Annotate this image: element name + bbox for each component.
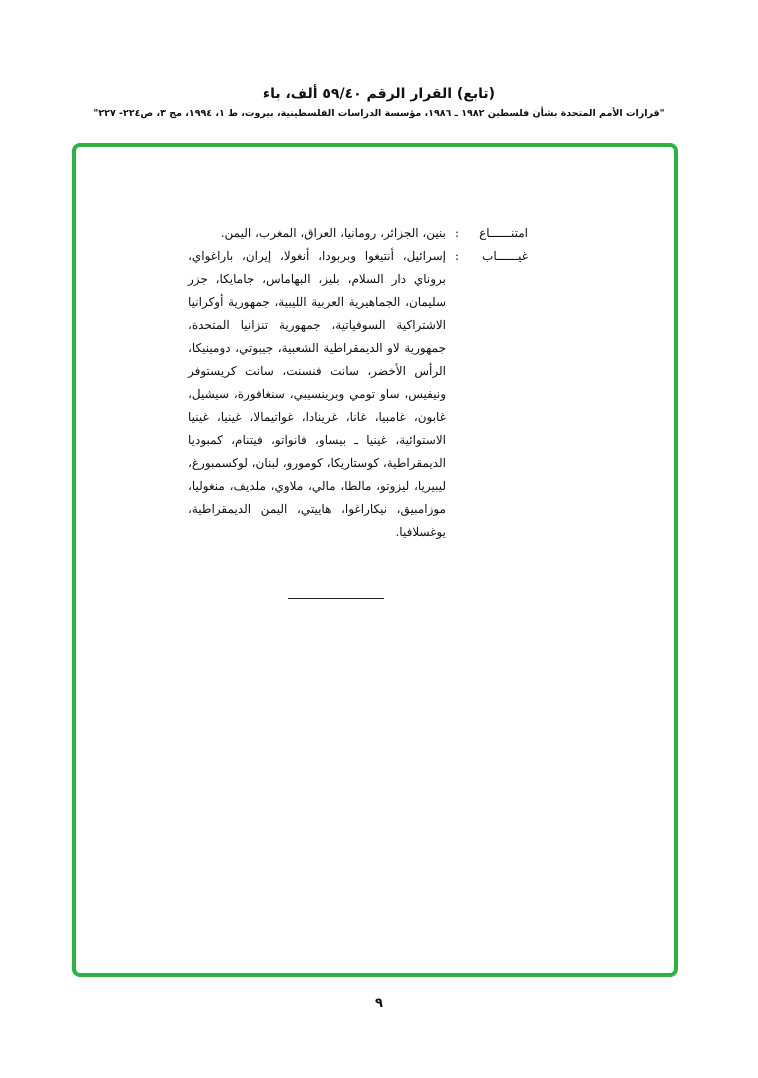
abstain-colon: :: [454, 226, 460, 240]
absent-colon: :: [454, 249, 460, 263]
abstain-row: [188, 222, 528, 245]
page-number: ٩: [375, 996, 383, 1011]
source-citation: "قرارات الأمم المتحدة بشأن فلسطين ١٩٨٢ ـ ١٩٨٦، مؤسسة الدراسات الفلسطينية، بيروت، ط ١، ١٩٩٤، مج ٣، ص٢٢٤- ٢٢٧": [93, 108, 665, 119]
end-rule: [288, 598, 384, 599]
vote-results: [188, 222, 528, 544]
page-title: (تابع) القرار الرقم ٥٩/٤٠ ألف، باء: [262, 86, 496, 102]
absent-label: غيــــــاب: [482, 249, 528, 263]
absent-countries: إسرائيل، أنتيغوا وبربودا، أنغولا، إيران، باراغواي، بروناي دار السلام، بليز، البهاماس، جامايكا، جزر سليمان، الجماهيرية العربية الليبية، جمهورية أوكرانيا الاشتراكية السوفياتية، جمهورية تنزانيا المتحدة، جمهورية لاو الديمقراطية الشعبية، جيبوتي، دومينيكا، الرأس الأخضر، سانت فنسنت، سانت كريستوفر ونيفيس، ساو تومي وبرينسيبي، سنغافورة، سيشيل، غابون، غامبيا، غانا، غرينادا، غواتيمالا، غينيا، غينيا الاستوائية، غينيا ـ بيساو، فانواتو، فيتنام، كمبوديا الديمقراطية، كوستاريكا، كومورو، لبنان، لوكسمبورغ، ليبيريا، ليزوتو، مالطا، مالي، ملاوي، ملديف، منغوليا، موزامبيق، نيكاراغوا، هاييتي، اليمن الديمقراطية، يوغسلافيا.: [188, 249, 446, 539]
absent-row: [188, 245, 528, 544]
abstain-countries: بنين، الجزائر، رومانيا، العراق، المغرب، اليمن.: [220, 226, 446, 240]
abstain-label: امتنــــــاع: [479, 226, 528, 240]
